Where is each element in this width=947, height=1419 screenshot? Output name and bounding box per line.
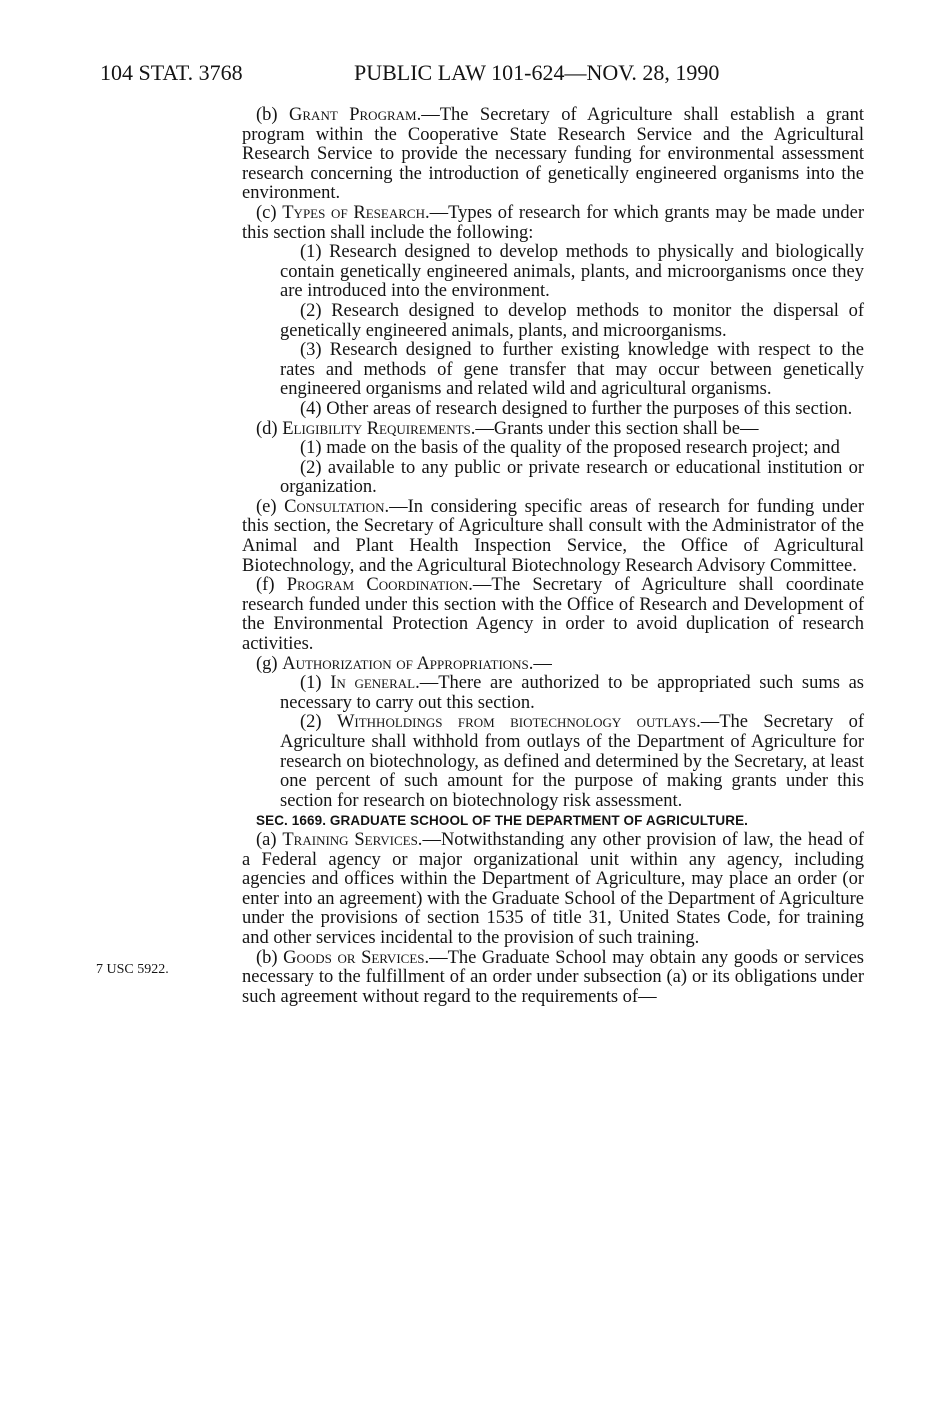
stat-reference: 104 STAT. 3768 (100, 60, 243, 85)
subsection-heading: Consultation. (284, 496, 390, 517)
paragraph-g1: (1) In general.—There are authorized to be appropriated such sums as necessary to carry out this section. (280, 673, 864, 713)
paragraph-c-types-of-research: (c) Types of Research.—Types of research for which grants may be made under this section shall include the following: (242, 202, 864, 243)
body-text (242, 106, 864, 1007)
paragraph-a-training-services: (a) Training Services.—Notwithstanding any other provision of law, the head of a Federal agency or major organizational unit within any agency, including agencies and offices within the Department of Agriculture, may place an order (or enter into an agreement) with the Graduate School of the Department of Agriculture under the provisions of section 1535 of title 31, United States Code, for training and other services incidental to the provision of such training. (242, 829, 864, 948)
law-title: PUBLIC LAW 101-624—NOV. 28, 1990 (354, 60, 720, 85)
paragraph-c3: (3) Research designed to further existing knowledge with respect to the rates and methods of gene transfer that may occur between genetically engineered organisms and related wild and agricultural organisms. (280, 340, 864, 400)
paragraph-heading: Withholdings from biotechnology outlays. (336, 712, 701, 733)
paragraph-d-eligibility: (d) Eligibility Requirements.—Grants under this section shall be— (256, 418, 759, 439)
subsection-heading: Authorization of Appropriations. (282, 653, 534, 674)
subsection-heading: Types of Research. (282, 202, 430, 223)
subsection-heading: Grant Program. (289, 105, 422, 125)
subsection-heading: Eligibility Requirements. (282, 418, 476, 439)
subsection-heading: Program Coordination. (286, 575, 473, 596)
paragraph-b-goods-or-services: (b) Goods or Services.—The Graduate School may obtain any goods or services necessary to the fulfillment of an order under subsection (a) or its obligations under such agreement without regard to the requirements of— (242, 947, 864, 1007)
paragraph-g-authorization: (g) Authorization of Appropriations.— (256, 653, 552, 674)
paragraph-b-grant-program: (b) Grant Program.—The Secretary of Agriculture shall establish a grant program within the Cooperative State Research Service and the Agricultural Research Service to provide the necessary funding for environmental assessment research concerning the introduction of genetically engineered organisms into the environment. (242, 105, 865, 204)
paragraph-d1: (1) made on the basis of the quality of the proposed research project; and (300, 438, 840, 459)
paragraph-d2: (2) available to any public or private research or educational institution or organization. (280, 457, 864, 498)
paragraph-c1: (1) Research designed to develop methods to physically and biologically contain genetically engineered animals, plants, and microorganisms once they are introduced into the environment. (280, 242, 864, 302)
section-1669-heading: SEC. 1669. GRADUATE SCHOOL OF THE DEPARTMENT OF AGRICULTURE. (256, 813, 749, 829)
subsection-heading: Goods or Services. (283, 947, 430, 968)
paragraph-g2: (2) Withholdings from biotechnology outlays.—The Secretary of Agriculture shall withhold from outlays of the Department of Agriculture for research on biotechnology, as defined and determined by the Secretary, at least one percent of such amount for the purpose of making grants under this section for research on biotechnology risk assessment. (280, 712, 864, 811)
margin-note-usc: 7 USC 5922. (96, 962, 169, 977)
paragraph-c2: (2) Research designed to develop methods to monitor the dispersal of genetically engineered animals, plants, and microorganisms. (280, 300, 864, 341)
paragraph-c4: (4) Other areas of research designed to further the purposes of this section. (300, 398, 853, 419)
paragraph-e-consultation: (e) Consultation.—In considering specific areas of research for funding under this section, the Secretary of Agriculture shall consult with the Administrator of the Animal and Plant Health Inspection Service, the Office of Agricultural Biotechnology, and the Agricultural Biotechnology Research Advisory Committee. (242, 496, 864, 576)
subsection-heading: Training Services. (282, 829, 423, 850)
paragraph-heading: In general. (330, 673, 420, 694)
paragraph-f-program-coordination: (f) Program Coordination.—The Secretary of Agriculture shall coordinate research funded under this section with the Office of Research and Development of the Environmental Protection Agency in order to avoid duplication of research activities. (242, 575, 864, 655)
